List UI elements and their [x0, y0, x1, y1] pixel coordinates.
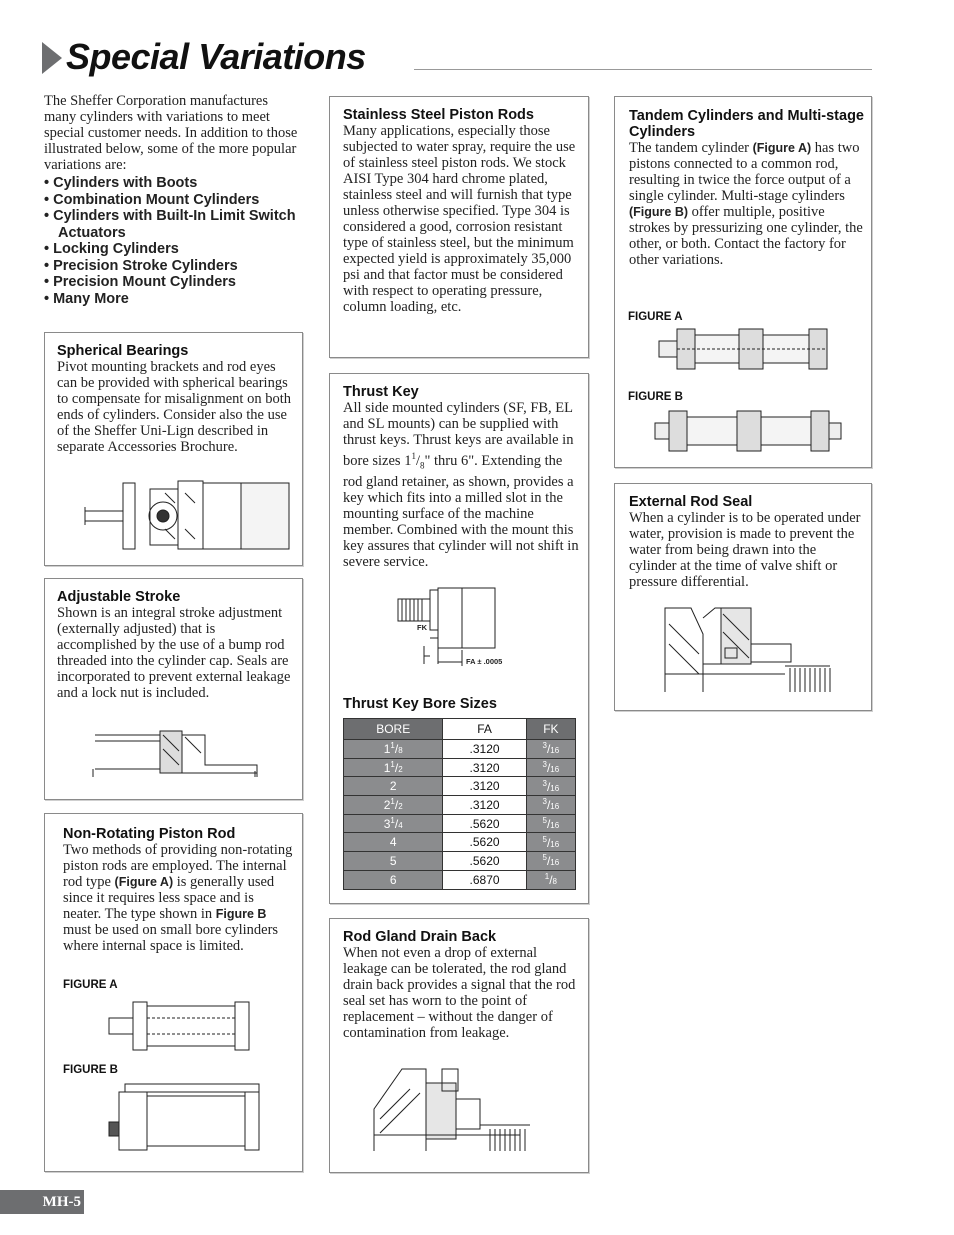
list-item: • Precision Stroke Cylinders — [44, 257, 238, 274]
adjustable-stroke-drawing — [45, 579, 302, 799]
non-rotating-drawings — [45, 814, 302, 1171]
list-item: • Cylinders with Boots — [44, 175, 198, 191]
section-text: Many applications, especially those subjected to water spray, require the use of stainless steel piston rods. We stock AISI Type 304 hard chrome plated, stainless steel and will furnish that type unless otherwise specified. Type 304 is considered a good, corrosion resistant type of stainless steel, but the minimum expected yield is approximately 35,000 psi and that factor must be considered with respect to operating pressure, column loading, etc. — [343, 123, 576, 315]
bore-cell: 4 — [344, 833, 443, 852]
bore-cell: $1^1/2$ — [344, 758, 443, 777]
stainless-rods-box — [329, 96, 589, 358]
fk-cell: $^3$/16 — [526, 740, 575, 759]
spherical-bearings-box — [44, 332, 303, 566]
figure-a-reference: (Figure A) — [752, 141, 812, 155]
section-heading: Spherical Bearings — [57, 343, 189, 359]
bore-cell: $3^1/4$ — [344, 814, 443, 833]
fa-cell: .3120 — [443, 758, 526, 777]
page-title: Special Variations — [66, 36, 366, 77]
non-rotating-rod-box — [44, 813, 303, 1172]
fk-cell: $^1$/8 — [526, 870, 575, 889]
column-header: BORE — [344, 719, 443, 740]
fa-dimension-label: FA ± .0005 — [466, 657, 503, 666]
section-heading: Stainless Steel Piston Rods — [343, 107, 534, 123]
fa-cell: .5620 — [443, 833, 526, 852]
column-header: FA — [443, 719, 526, 740]
figure-a-label: FIGURE A — [628, 311, 683, 323]
thrust-key-box — [329, 373, 589, 904]
bore-cell: 5 — [344, 852, 443, 871]
fa-cell: .5620 — [443, 814, 526, 833]
title-rule — [414, 69, 872, 70]
fa-cell: .3120 — [443, 777, 526, 796]
fa-cell: .6870 — [443, 870, 526, 889]
table-row — [344, 777, 576, 796]
section-text: Pivot mounting brackets and rod eyes can be provided with spherical bearings to compensate for misalignment on both ends of cylinders. Consider also the use of the Sheffer Uni-Lign described in separate Accessories Brochure. — [57, 359, 291, 455]
bore-cell: $1^1/8$ — [344, 740, 443, 759]
figure-b-reference: (Figure B) — [629, 205, 689, 219]
tandem-drawings — [615, 97, 871, 467]
section-text: All side mounted cylinders (SF, FB, EL and SL mounts) can be supplied with thrust keys. Thrust keys are available in bore sizes $1^1/_8$" thru 6". Extending the rod gland retainer, as shown, provides a key which fits into a milled slot in the mounting surface of the machine member. Combined with the mount this key assures that cylinder will not shift in severe service. — [343, 400, 579, 570]
table-row — [344, 833, 576, 852]
section-heading: Rod Gland Drain Back — [343, 929, 497, 945]
fk-cell: $^5$/16 — [526, 833, 575, 852]
fk-cell: $^5$/16 — [526, 814, 575, 833]
bore-cell: 2 — [344, 777, 443, 796]
table-row — [344, 740, 576, 759]
intro-text: The Sheffer Corporation manufactures many cylinders with variations to meet special customer needs. In addition to those illustrated below, some of the more popular variations are: — [44, 93, 298, 173]
section-text: Two methods of providing non-rotating piston rods are employed. The internal rod type (Figure A) is generally used since it requires less space and is neater. The type shown in Figure B must be used on small bore cylinders where internal space is limited. — [63, 842, 293, 954]
figure-b-label: FIGURE B — [628, 391, 683, 403]
figure-b-reference: Figure B — [215, 907, 267, 921]
drain-back-drawing — [330, 919, 588, 1172]
thrust-key-table — [343, 718, 576, 890]
section-heading: Adjustable Stroke — [57, 589, 181, 605]
external-rod-seal-drawing — [615, 484, 871, 710]
title-arrow-icon — [42, 42, 62, 74]
fk-cell: $^3$/16 — [526, 777, 575, 796]
section-heading: Thrust Key — [343, 384, 419, 400]
figure-a-label: FIGURE A — [63, 979, 118, 991]
fa-cell: .5620 — [443, 852, 526, 871]
adjustable-stroke-box — [44, 578, 303, 800]
figure-b-label: FIGURE B — [63, 1064, 118, 1076]
bore-cell: $2^1/2$ — [344, 796, 443, 815]
fk-dimension-label: FK — [417, 623, 427, 632]
tandem-cylinders-box — [614, 96, 872, 468]
page-header — [42, 38, 872, 78]
table-row — [344, 758, 576, 777]
figure-a-reference: (Figure A) — [114, 875, 174, 889]
variation-list — [44, 175, 304, 307]
page-number: MH-5 — [0, 1190, 84, 1214]
section-text: Shown is an integral stroke adjustment (externally adjusted) that is accomplished by the use of a bump rod threaded into the cylinder cap. Seals are incorporated to prevent external leakage and a lock nut is included. — [57, 605, 291, 701]
column-header: FK — [526, 719, 575, 740]
section-heading: Tandem Cylinders and Multi-stage Cylinders — [629, 108, 864, 140]
list-item: • Precision Mount Cylinders — [44, 274, 236, 290]
table-title: Thrust Key Bore Sizes — [343, 696, 497, 712]
section-heading: Non-Rotating Piston Rod — [63, 826, 236, 842]
section-text: When not even a drop of external leakage can be tolerated, the rod gland drain back provides a signal that the rod seal set has worn to the point of replacement – without the danger of contamination from leakage. — [343, 945, 576, 1041]
table-row — [344, 814, 576, 833]
section-text: When a cylinder is to be operated under water, provision is made to prevent the water from being drawn into the cylinder at the time of valve shift or pressure differential. — [629, 510, 861, 590]
section-text: The tandem cylinder (Figure A) has two pistons connected to a common rod, resulting in twice the force output of a single cylinder. Multi-stage cylinders (Figure B) offer multiple, positive strokes by pressurizing one cylinder, the other, or both. Contact the factory for other variations. — [629, 140, 863, 268]
list-item: • Many More — [44, 290, 129, 307]
list-item: • Combination Mount Cylinders — [44, 191, 260, 208]
table-row — [344, 796, 576, 815]
fk-cell: $^3$/16 — [526, 796, 575, 815]
fa-cell: .3120 — [443, 740, 526, 759]
list-item: • Locking Cylinders — [44, 241, 179, 257]
section-heading: External Rod Seal — [629, 494, 753, 510]
table-row — [344, 870, 576, 889]
list-item: • Cylinders with Built-In Limit Switch Actuators — [44, 208, 296, 241]
table-row — [344, 852, 576, 871]
drain-back-box — [329, 918, 589, 1173]
fa-cell: .3120 — [443, 796, 526, 815]
fk-cell: $^5$/16 — [526, 852, 575, 871]
fk-cell: $^3$/16 — [526, 758, 575, 777]
external-rod-seal-box — [614, 483, 872, 711]
bore-cell: 6 — [344, 870, 443, 889]
spherical-bearing-drawing — [45, 333, 302, 565]
